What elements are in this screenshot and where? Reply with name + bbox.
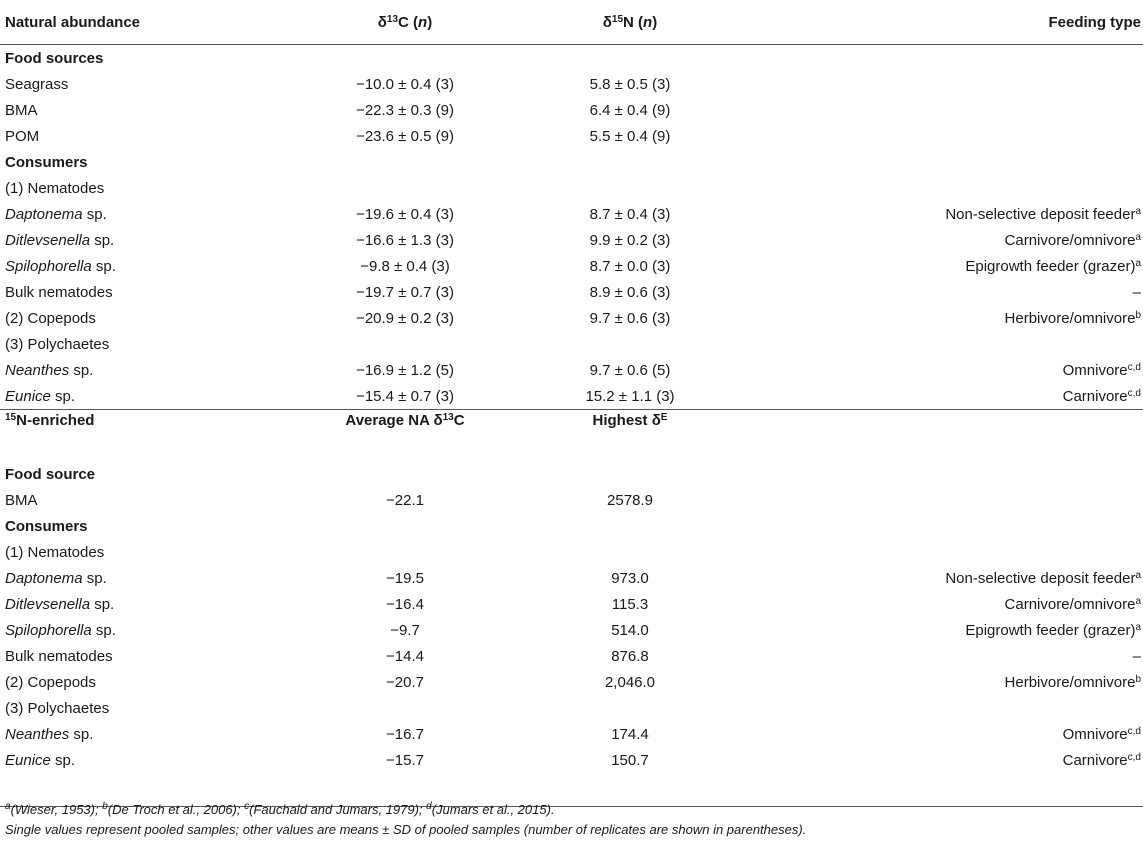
taxon-name: (3) Polychaetes <box>5 335 110 353</box>
table-row <box>0 227 1143 253</box>
section-heading-row <box>0 461 1143 487</box>
taxon-name: Neanthes <box>5 725 70 743</box>
feeding-type: – <box>1132 283 1141 301</box>
feeding-type-cell <box>740 279 1143 305</box>
delta13c-cell: −19.6 ± 0.4 (3) <box>356 205 454 223</box>
taxon-name-cell <box>0 669 290 695</box>
footnote-marker: c <box>244 801 250 812</box>
taxon-name: Bulk nematodes <box>5 283 113 301</box>
feeding-type: Carnivore/omnivore <box>1004 595 1136 613</box>
table-row <box>0 253 1143 279</box>
taxon-name-cell <box>0 695 290 721</box>
taxon-name: POM <box>5 127 40 145</box>
taxon-name: Daptonema <box>5 569 83 587</box>
taxon-suffix: sp. <box>50 751 76 769</box>
footnote-separator: ; <box>418 802 427 817</box>
feeding-type: Carnivore <box>1062 751 1128 769</box>
taxon-name-cell <box>0 331 290 357</box>
delta15n-cell: 5.5 ± 0.4 (9) <box>589 127 671 145</box>
delta15n-cell: 8.9 ± 0.6 (3) <box>589 283 671 301</box>
delta15n-cell <box>515 539 740 565</box>
delta15n-cell <box>515 175 740 201</box>
delta13c-cell: −16.7 <box>386 725 424 743</box>
taxon-suffix: sp. <box>69 361 94 379</box>
feeding-type-cell <box>740 565 1143 591</box>
taxon-name: Eunice <box>5 751 51 769</box>
feeding-type-cell <box>740 591 1143 617</box>
table-row <box>0 721 1143 747</box>
feeding-type: Herbivore/omnivore <box>1004 309 1136 327</box>
taxon-name: (1) Nematodes <box>5 543 105 561</box>
delta13c-cell <box>290 175 515 201</box>
header-feeding-type: Feeding type <box>1048 13 1141 31</box>
table-row <box>0 669 1143 695</box>
header-highest-delta-e: Highest $\delta^E$ <box>592 412 668 429</box>
feeding-type-cell <box>740 487 1143 513</box>
table-row <box>0 565 1143 591</box>
section-heading: Consumers <box>5 517 88 535</box>
footnote-separator: ; <box>94 802 103 817</box>
table-row <box>0 331 1143 357</box>
feeding-type: Non-selective deposit feeder <box>945 205 1136 223</box>
feeding-type-reference: b <box>1135 673 1141 685</box>
feeding-type-cell <box>740 695 1143 721</box>
taxon-name: Bulk nematodes <box>5 647 113 665</box>
table-row <box>0 617 1143 643</box>
taxon-name-cell <box>0 383 290 410</box>
header-delta13c-n: $\delta^{13}C$ (n) <box>377 13 433 31</box>
feeding-type: Non-selective deposit feeder <box>945 569 1136 587</box>
table-row <box>0 201 1143 227</box>
feeding-type-cell <box>740 643 1143 669</box>
feeding-type: Carnivore <box>1062 387 1128 405</box>
taxon-name: Neanthes <box>5 361 70 379</box>
feeding-type-cell <box>740 669 1143 695</box>
header-row-natural-abundance <box>0 0 1143 45</box>
footnote-separator: . <box>550 802 555 817</box>
header-row-15n-enriched <box>0 410 1143 441</box>
section-heading: Consumers <box>5 153 88 171</box>
taxon-name-cell <box>0 201 290 227</box>
footnote-citation: (Fauchald and Jumars, 1979) <box>249 802 419 817</box>
taxon-name-cell <box>0 747 290 773</box>
taxon-name: Ditlevsenella <box>5 231 91 249</box>
delta13c-cell: −16.6 ± 1.3 (3) <box>356 231 454 249</box>
taxon-name: Eunice <box>5 387 51 405</box>
table-row <box>0 123 1143 149</box>
table-row <box>0 305 1143 331</box>
footnote-citation: (De Troch et al., 2006) <box>107 802 237 817</box>
delta13c-cell: −19.5 <box>386 569 424 587</box>
feeding-type-reference: a <box>1135 621 1141 633</box>
footnote-marker: d <box>426 801 432 812</box>
table-row <box>0 383 1143 410</box>
delta15n-cell: 150.7 <box>611 751 649 769</box>
section-heading-row <box>0 149 1143 175</box>
feeding-type-reference: c,d <box>1127 361 1141 373</box>
header-15n-enriched: $^{15}$N-enriched <box>5 412 95 429</box>
section-heading: Food source <box>5 465 96 483</box>
taxon-suffix: sp. <box>90 231 115 249</box>
delta13c-cell: −19.7 ± 0.7 (3) <box>356 283 454 301</box>
delta13c-cell: −22.3 ± 0.3 (9) <box>356 101 454 119</box>
delta13c-cell <box>290 539 515 565</box>
taxon-suffix: sp. <box>90 595 115 613</box>
feeding-type-cell <box>740 71 1143 97</box>
feeding-type-cell <box>740 357 1143 383</box>
table-row <box>0 279 1143 305</box>
feeding-type-cell <box>740 201 1143 227</box>
delta15n-cell: 2,046.0 <box>604 673 656 691</box>
delta15n-cell: 9.9 ± 0.2 (3) <box>589 231 671 249</box>
feeding-type: Omnivore <box>1062 725 1128 743</box>
enriched-body <box>0 461 1143 773</box>
taxon-name-cell <box>0 487 290 513</box>
delta15n-cell: 8.7 ± 0.0 (3) <box>589 257 671 275</box>
taxon-name-cell <box>0 721 290 747</box>
feeding-type: – <box>1132 647 1141 665</box>
delta13c-cell: −23.6 ± 0.5 (9) <box>356 127 454 145</box>
taxon-name-cell <box>0 305 290 331</box>
delta15n-cell: 15.2 ± 1.1 (3) <box>585 387 675 405</box>
footnote-citation: (Jumars et al., 2015) <box>431 802 551 817</box>
delta13c-cell: −20.7 <box>386 673 424 691</box>
taxon-suffix: sp. <box>50 387 76 405</box>
feeding-type-reference: b <box>1135 309 1141 321</box>
section-heading-row <box>0 45 1143 72</box>
feeding-type-cell <box>740 123 1143 149</box>
footnote-note: Single values represent pooled samples; other values are means ± SD of pooled samples (number of replicates are shown in parentheses). <box>5 822 807 837</box>
taxon-name-cell <box>0 617 290 643</box>
table-row <box>0 643 1143 669</box>
taxon-name-cell <box>0 279 290 305</box>
taxon-name: Daptonema <box>5 205 83 223</box>
delta15n-cell: 174.4 <box>611 725 649 743</box>
natural-abundance-body <box>0 45 1143 410</box>
taxon-suffix: sp. <box>91 621 116 639</box>
delta15n-cell: 514.0 <box>611 621 649 639</box>
feeding-type-cell <box>740 227 1143 253</box>
section-heading: Food sources <box>5 49 104 67</box>
feeding-type-reference: a <box>1135 205 1141 217</box>
delta15n-cell: 6.4 ± 0.4 (9) <box>589 101 671 119</box>
section-heading-row <box>0 513 1143 539</box>
delta15n-cell: 9.7 ± 0.6 (3) <box>589 309 671 327</box>
table-row <box>0 591 1143 617</box>
taxon-name: (1) Nematodes <box>5 179 105 197</box>
footnote-references <box>5 800 1135 820</box>
taxon-name: (3) Polychaetes <box>5 699 110 717</box>
taxon-name-cell <box>0 565 290 591</box>
delta13c-cell: −16.4 <box>386 595 424 613</box>
taxon-name-cell <box>0 123 290 149</box>
feeding-type-reference: c,d <box>1127 387 1141 399</box>
delta13c-cell: −10.0 ± 0.4 (3) <box>356 75 454 93</box>
delta15n-cell <box>515 695 740 721</box>
delta13c-cell: −15.7 <box>386 751 424 769</box>
delta13c-cell: −9.8 ± 0.4 (3) <box>360 257 450 275</box>
table-row <box>0 487 1143 513</box>
taxon-name-cell <box>0 175 290 201</box>
feeding-type-cell <box>740 617 1143 643</box>
table-row <box>0 357 1143 383</box>
feeding-type-cell <box>740 97 1143 123</box>
taxon-name: Seagrass <box>5 75 69 93</box>
delta15n-cell: 9.7 ± 0.6 (5) <box>589 361 671 379</box>
delta13c-cell: −22.1 <box>386 491 424 509</box>
footnote-separator: ; <box>236 802 245 817</box>
table-row <box>0 539 1143 565</box>
feeding-type-reference: a <box>1135 595 1141 607</box>
delta15n-cell: 876.8 <box>611 647 649 665</box>
feeding-type-cell <box>740 539 1143 565</box>
taxon-name-cell <box>0 97 290 123</box>
feeding-type: Omnivore <box>1062 361 1128 379</box>
feeding-type-cell <box>740 721 1143 747</box>
feeding-type: Epigrowth feeder (grazer) <box>965 257 1136 275</box>
delta13c-cell <box>290 331 515 357</box>
taxon-name-cell <box>0 253 290 279</box>
feeding-type-reference: a <box>1135 231 1141 243</box>
delta13c-cell: −15.4 ± 0.7 (3) <box>356 387 454 405</box>
header-natural-abundance: Natural abundance <box>5 13 141 31</box>
delta15n-cell: 115.3 <box>611 595 649 613</box>
table-footnotes <box>5 800 1135 840</box>
feeding-type: Herbivore/omnivore <box>1004 673 1136 691</box>
spacer-row <box>0 440 1143 461</box>
taxon-suffix: sp. <box>69 725 94 743</box>
taxon-suffix: sp. <box>91 257 116 275</box>
feeding-type-cell <box>740 175 1143 201</box>
delta13c-cell: −16.9 ± 1.2 (5) <box>356 361 454 379</box>
taxon-name: (2) Copepods <box>5 673 96 691</box>
taxon-name: Ditlevsenella <box>5 595 91 613</box>
delta13c-cell: −9.7 <box>390 621 420 639</box>
delta15n-cell: 2578.9 <box>607 491 653 509</box>
taxon-name-cell <box>0 357 290 383</box>
delta15n-cell <box>515 331 740 357</box>
feeding-type-cell <box>740 383 1143 410</box>
feeding-type-cell <box>740 747 1143 773</box>
taxon-name: Spilophorella <box>5 621 92 639</box>
taxon-suffix: sp. <box>82 569 107 587</box>
delta15n-cell: 5.8 ± 0.5 (3) <box>589 75 671 93</box>
feeding-type-reference: a <box>1135 569 1141 581</box>
header-delta15n-n: $\delta^{15}N$ (n) <box>602 13 658 31</box>
feeding-type-reference: c,d <box>1127 751 1141 763</box>
delta13c-cell: −14.4 <box>386 647 424 665</box>
feeding-type-cell <box>740 253 1143 279</box>
feeding-type: Epigrowth feeder (grazer) <box>965 621 1136 639</box>
table-row <box>0 97 1143 123</box>
footnote-citation: (Wieser, 1953) <box>10 802 95 817</box>
table-row <box>0 175 1143 201</box>
feeding-type-cell <box>740 331 1143 357</box>
taxon-suffix: sp. <box>82 205 107 223</box>
table-row <box>0 695 1143 721</box>
feeding-type-reference: c,d <box>1127 725 1141 737</box>
taxon-name: BMA <box>5 491 38 509</box>
table-row <box>0 747 1143 773</box>
delta13c-cell: −20.9 ± 0.2 (3) <box>356 309 454 327</box>
taxon-name-cell <box>0 591 290 617</box>
feeding-type: Carnivore/omnivore <box>1004 231 1136 249</box>
footnote-marker: a <box>5 801 11 812</box>
taxon-name: BMA <box>5 101 38 119</box>
table-row <box>0 71 1143 97</box>
feeding-type-cell <box>740 305 1143 331</box>
header-average-na-delta13c: Average NA $\delta^{13}C$ <box>345 412 465 429</box>
feeding-type-reference: a <box>1135 257 1141 269</box>
taxon-name: Spilophorella <box>5 257 92 275</box>
taxon-name: (2) Copepods <box>5 309 96 327</box>
delta13c-cell <box>290 695 515 721</box>
delta15n-cell: 8.7 ± 0.4 (3) <box>589 205 671 223</box>
taxon-name-cell <box>0 539 290 565</box>
delta15n-cell: 973.0 <box>611 569 649 587</box>
taxon-name-cell <box>0 227 290 253</box>
footnote-marker: b <box>102 801 108 812</box>
taxon-name-cell <box>0 643 290 669</box>
taxon-name-cell <box>0 71 290 97</box>
